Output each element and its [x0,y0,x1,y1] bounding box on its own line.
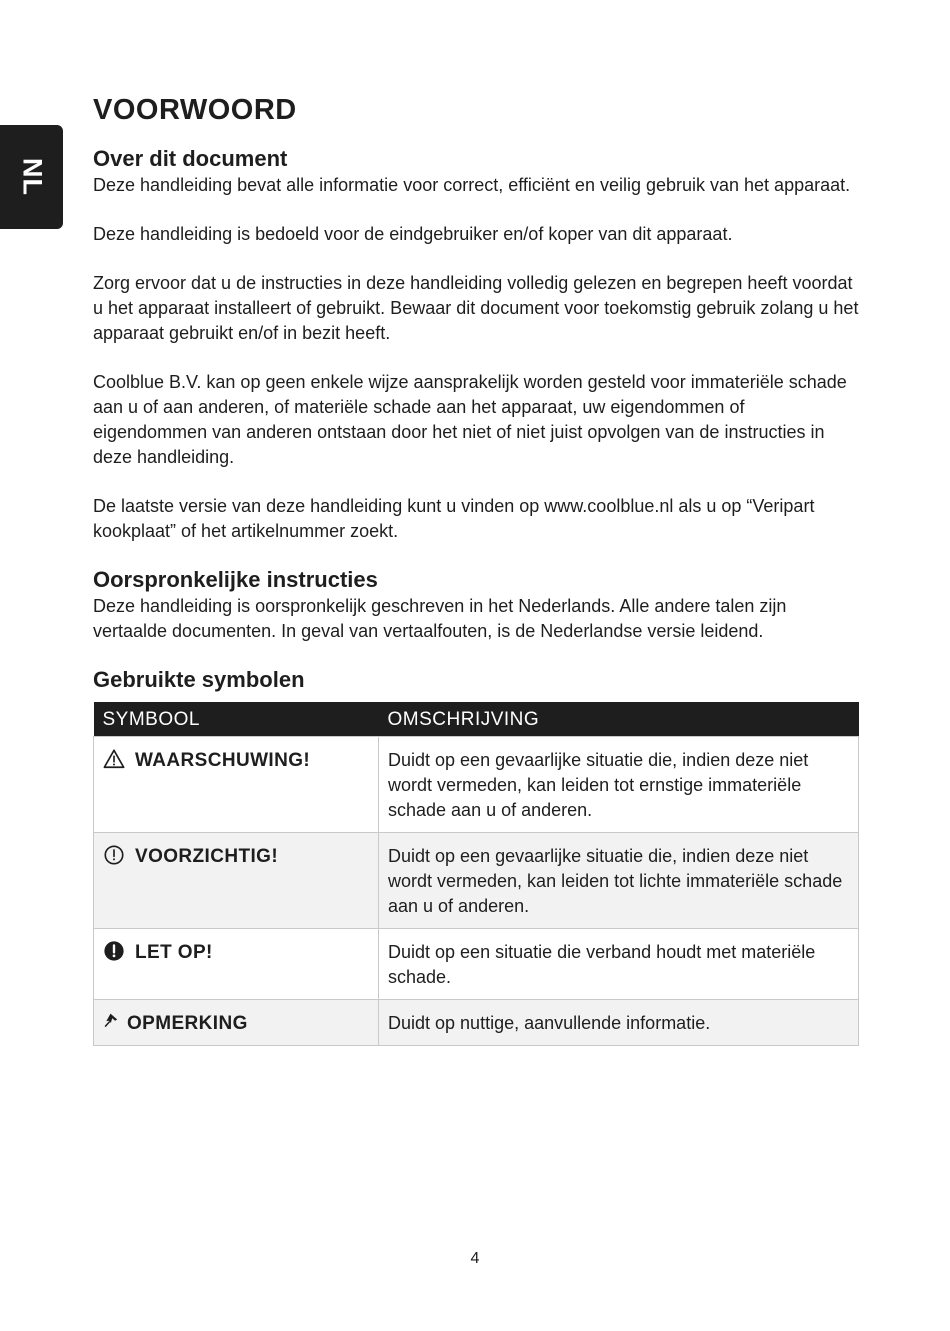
page-content [93,94,859,1046]
column-header-symbol: SYMBOOL [94,702,379,737]
description-cell: Duidt op een gevaarlijke situatie die, indien deze niet wordt vermeden, kan leiden tot ernstige immateriële schade aan u of anderen. [379,737,859,833]
symbol-label: WAARSCHUWING! [135,750,311,771]
paragraph: Deze handleiding is oorspronkelijk geschreven in het Nederlands. Alle andere talen zijn vertaalde documenten. In geval van vertaalfouten, is de Nederlandse versie leidend. [93,596,787,641]
paragraph: Deze handleiding is bedoeld voor de eindgebruiker en/of koper van dit apparaat. [93,224,733,244]
symbols-table [93,702,859,1046]
symbol-label: LET OP! [135,942,213,963]
paragraph: Deze handleiding bevat alle informatie voor correct, efficiënt en veilig gebruik van het apparaat. [93,175,851,195]
table-row [94,833,859,929]
symbol-label: OPMERKING [127,1013,248,1034]
language-tab-label: NL [17,158,47,196]
description-cell: Duidt op een situatie die verband houdt met materiële schade. [379,929,859,1000]
paragraph: De laatste versie van deze handleiding kunt u vinden op www.coolblue.nl als u op “Veripart kookplaat” of het artikelnummer zoekt. [93,496,815,541]
symbol-cell [94,737,379,833]
pin-note-icon [103,1011,123,1033]
page-number: 4 [470,1250,480,1267]
page-title: VOORWOORD [93,94,297,126]
attention-filled-icon [103,940,125,962]
paragraph: Zorg ervoor dat u de instructies in deze handleiding volledig gelezen en begrepen heeft voordat u het apparaat installeert of gebruikt. Bewaar dit document voor toekomstig gebruik zolang u het apparaat gebruikt en/of in bezit heeft. [93,273,859,343]
table-header-row [94,702,859,737]
column-header-description: OMSCHRIJVING [379,702,859,737]
table-row [94,1000,859,1046]
caution-circle-icon [103,844,125,866]
table-row [94,737,859,833]
section-heading-original: Oorspronkelijke instructies [93,567,378,592]
symbol-cell [94,833,379,929]
section-heading-about: Over dit document [93,146,288,171]
symbol-cell [94,1000,379,1046]
description-cell: Duidt op een gevaarlijke situatie die, indien deze niet wordt vermeden, kan leiden tot lichte immateriële schade aan u of anderen. [379,833,859,929]
paragraph: Coolblue B.V. kan op geen enkele wijze aansprakelijk worden gesteld voor immateriële schade aan u of aan anderen, of materiële schade aan het apparaat, uw eigendommen of eigendommen van anderen ontstaan door het niet of niet juist opvolgen van de instructies in deze handleiding. [93,372,847,467]
section-heading-symbols: Gebruikte symbolen [93,667,305,692]
table-row [94,929,859,1000]
symbol-label: VOORZICHTIG! [135,846,279,867]
description-cell: Duidt op nuttige, aanvullende informatie. [379,1000,859,1046]
warning-triangle-icon [103,748,125,770]
language-tab [0,125,63,229]
symbol-cell [94,929,379,1000]
